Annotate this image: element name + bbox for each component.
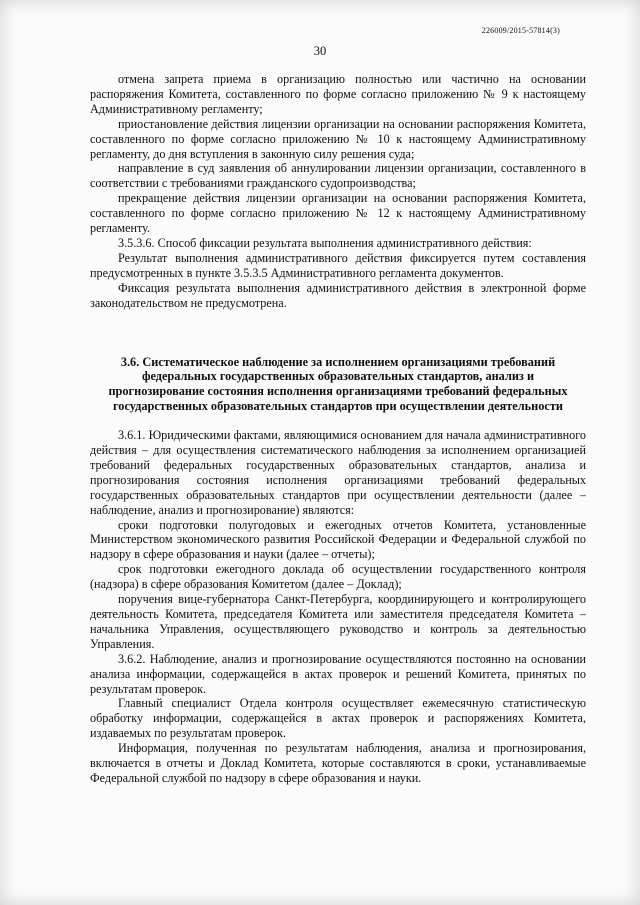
paragraph: 3.6.2. Наблюдение, анализ и прогнозирование осуществляются постоянно на основании анализа информации, содержащейся в актах проверок и решений Комитета, принятых по результатам проверок. [90,651,586,696]
paragraph: направление в суд заявления об аннулировании лицензии организации, составленного в соответствии с требованиями гражданского судопроизводства; [90,161,586,191]
paragraph: сроки подготовки полугодовых и ежегодных отчетов Комитета, установленные Министерством экономического развития Российской Федерации и Федеральной службой по надзору в сфере образования и науки (далее – отчеты); [90,517,586,562]
paragraph: Главный специалист Отдела контроля осуществляет ежемесячную статистическую обработку информации, содержащейся в актах проверок и распоряжениях Комитета, издаваемых по результатам проверок. [90,696,586,741]
section-heading: 3.6. Систематическое наблюдение за исполнением организациями требований федеральных государственных образовательных стандартов, анализ и прогнозирование состояния исполнения организациями требований федеральных государственных образовательных стандартов при осуществлении деятельности [108,354,568,414]
paragraph: отмена запрета приема в организацию полностью или частично на основании распоряжения Комитета, составленного по форме согласно приложению № 9 к настоящему Административному регламенту; [90,72,586,116]
paragraph: срок подготовки ежегодного доклада об осуществлении государственного контроля (надзора) в сфере образования Комитетом (далее – Доклад); [90,562,586,592]
paragraph: Информация, полученная по результатам наблюдения, анализа и прогнозирования, включается в отчеты и Доклад Комитета, которые составляются в сроки, устанавливаемые Федеральной службой по надзору в сфере образования и науки. [90,741,586,785]
document-body [90,72,586,786]
paragraph: Фиксация результата выполнения административного действия в электронной форме законодательством не предусмотрена. [90,280,586,310]
paragraph: Результат выполнения административного действия фиксируется путем составления предусмотренных в пункте 3.5.3.5 Административного регламента документов. [90,250,586,280]
paragraph: прекращение действия лицензии организации на основании распоряжения Комитета, составленного по форме согласно приложению № 12 к настоящему Административному регламенту. [90,191,586,236]
paragraph: приостановление действия лицензии организации на основании распоряжения Комитета, составленного по форме согласно приложению № 10 к настоящему Административному регламенту, до дня вступления в законную силу решения суда; [90,116,586,161]
page-number: 30 [313,44,327,58]
document-id: 226009/2015-57814(3) [481,26,560,35]
paragraph: 3.6.1. Юридическими фактами, являющимися основанием для начала административного действия – для осуществления систематического наблюдения за исполнением организацией требований федеральных государственных образовательных стандартов, анализа и прогнозирования состояния исполнения организациями требований федеральных государственных образовательных стандартов при осуществлении деятельности (далее – наблюдение, анализ и прогнозирование) являются: [90,428,586,517]
paragraph: 3.5.3.6. Способ фиксации результата выполнения административного действия: [118,235,532,250]
paragraph: поручения вице-губернатора Санкт-Петербурга, координирующего и контролирующего деятельность Комитета, председателя Комитета или заместителя председателя Комитета – начальника Управления, осуществляющего руководство и контроль за деятельностью Управления. [90,592,586,651]
